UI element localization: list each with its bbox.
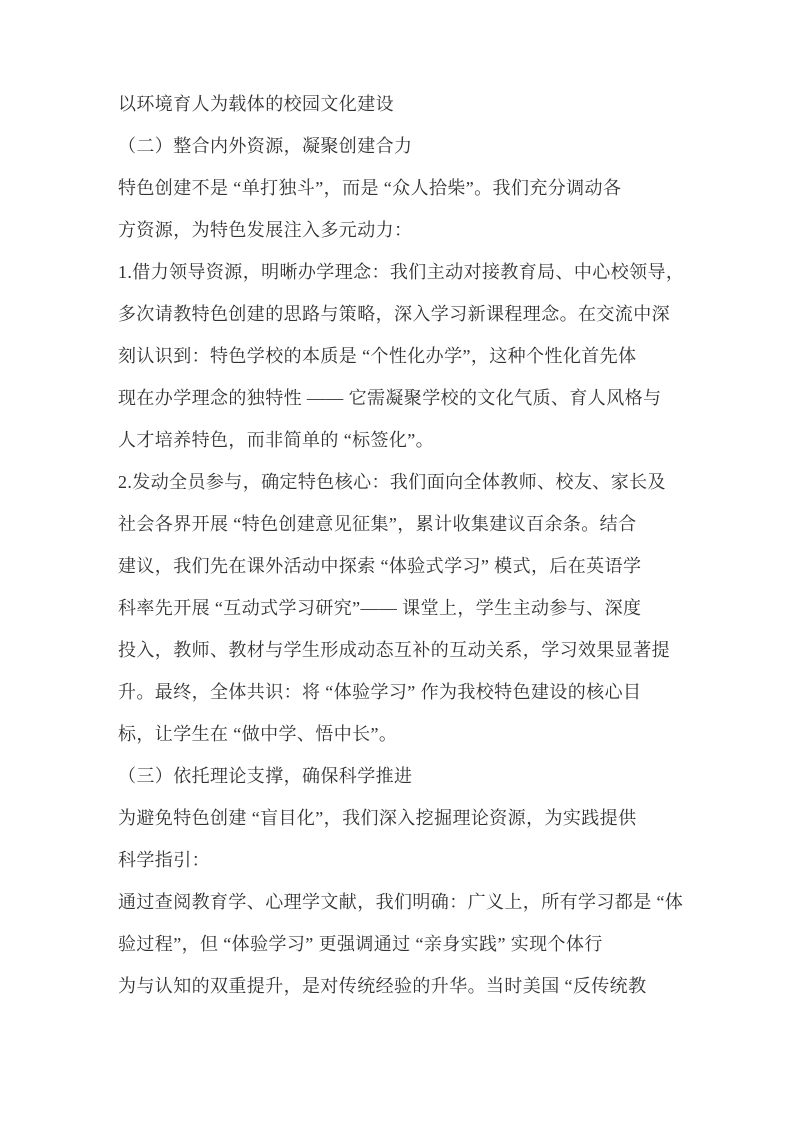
document-title-line: 以环境育人为载体的校园文化建设	[118, 94, 394, 114]
text-line: 标，让学生在 “做中学、悟中长”。	[118, 724, 398, 744]
text-line: 为与认知的双重提升，是对传统经验的升华。当时美国 “反传统教	[118, 976, 647, 996]
text-line: 特色创建不是 “单打独斗”，而是 “众人拾柴”。我们充分调动各	[118, 178, 622, 198]
section-heading-2: （二）整合内外资源，凝聚创建合力	[118, 136, 413, 156]
text-line: 人才培养特色，而非简单的 “标签化”。	[118, 430, 435, 450]
text-line: 为避免特色创建 “盲目化”，我们深入挖掘理论资源，为实践提供	[118, 808, 637, 828]
text-line: 刻认识到：特色学校的本质是 “个性化办学”，这种个性化首先体	[118, 346, 637, 366]
text-line: 多次请教特色创建的思路与策略，深入学习新课程理念。在交流中深	[118, 304, 670, 324]
text-line: 通过查阅教育学、心理学文献，我们明确：广义上，所有学习都是 “体	[118, 892, 684, 912]
text-line: 现在办学理念的独特性 —— 它需凝聚学校的文化气质、育人风格与	[118, 388, 662, 408]
text-line: 建议，我们先在课外活动中探索 “体验式学习” 模式，后在英语学	[118, 556, 642, 576]
section-heading-3: （三）依托理论支撑，确保科学推进	[118, 766, 413, 786]
text-line: 方资源，为特色发展注入多元动力：	[118, 220, 413, 240]
text-line: 科率先开展 “互动式学习研究”—— 课堂上，学生主动参与、深度	[118, 598, 642, 618]
text-line: 验过程”，但 “体验学习” 更强调通过 “亲身实践” 实现个体行	[118, 934, 603, 954]
text-line: 科学指引：	[118, 850, 210, 870]
text-line: 升。最终，全体共识：将 “体验学习” 作为我校特色建设的核心目	[118, 682, 642, 702]
document-body	[118, 83, 685, 1007]
text-line: 投入，教师、教材与学生形成动态互补的互动关系，学习效果显著提	[118, 640, 670, 660]
text-line: 社会各界开展 “特色创建意见征集”，累计收集建议百余条。结合	[118, 514, 637, 534]
text-line: 2.发动全员参与，确定特色核心：我们面向全体教师、校友、家长及	[118, 472, 666, 492]
text-line: 1.借力领导资源，明晰办学理念：我们主动对接教育局、中心校领导，	[118, 262, 685, 282]
